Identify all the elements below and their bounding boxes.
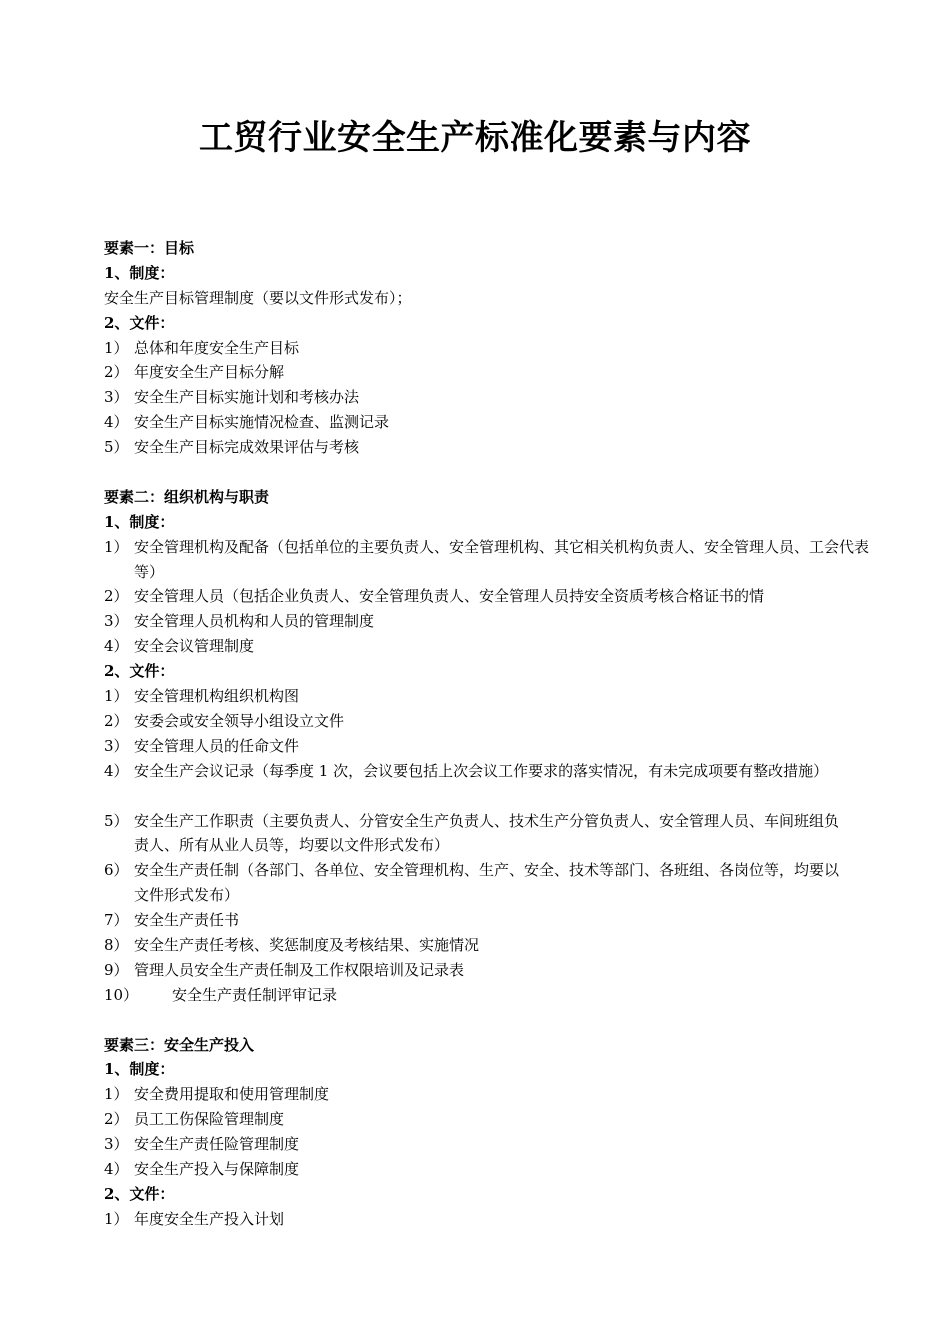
item-number: 9） [104, 960, 129, 979]
section-heading: 要素二：组织机构与职责 [104, 487, 270, 506]
item-number: 4） [104, 413, 129, 432]
item-text: 员工工伤保险管理制度 [134, 1110, 285, 1129]
item-text: 安全生产目标实施计划和考核办法 [134, 388, 360, 407]
item-text: 安全生产投入与保障制度 [134, 1160, 300, 1179]
item-number: 5） [104, 438, 129, 457]
list-item [104, 983, 874, 1008]
item-text: 安全管理人员的任命文件 [134, 736, 300, 755]
item-number: 2） [104, 363, 129, 382]
item-text: 安全会议管理制度 [134, 637, 255, 656]
subheading-rules: 1、制度： [104, 263, 175, 282]
item-text: 安全生产责任考核、奖惩制度及考核结果、实施情况 [134, 936, 480, 954]
list-item [104, 709, 874, 734]
item-number: 7） [104, 911, 129, 930]
list-item [104, 734, 874, 759]
item-number: 1） [104, 1209, 129, 1228]
list-item [104, 684, 874, 709]
list-item [104, 858, 874, 908]
item-text: 年度安全生产目标分解 [134, 363, 285, 382]
item-number: 10） [104, 985, 139, 1004]
item-text: 安全生产目标实施情况检查、监测记录 [134, 413, 390, 432]
list-item [104, 535, 874, 585]
list-item [104, 759, 874, 809]
item-text: 总体和年度安全生产目标 [134, 338, 300, 357]
section-spacer [104, 460, 874, 485]
subheading-files: 2、文件： [104, 1184, 175, 1203]
item-number: 1） [104, 338, 129, 357]
item-number: 4） [104, 761, 129, 780]
item-number: 6） [104, 861, 129, 880]
list-item [104, 634, 874, 659]
item-number: 2） [104, 1110, 129, 1129]
list-item [104, 1157, 874, 1182]
item-number: 3） [104, 388, 129, 407]
item-number: 4） [104, 637, 129, 656]
item-number: 2） [104, 587, 129, 606]
list-item [104, 1082, 874, 1107]
item-text: 安全费用提取和使用管理制度 [134, 1085, 330, 1104]
list-item [104, 609, 874, 634]
subheading-files: 2、文件： [104, 662, 175, 681]
item-text: 安全管理机构及配备（包括单位的主要负责人、安全管理机构、其它相关机构负责人、安全管理人员、工会代表等） [134, 537, 870, 581]
subheading-rules: 1、制度： [104, 512, 175, 531]
item-number: 1） [104, 537, 129, 556]
item-text: 安全管理人员机构和人员的管理制度 [134, 612, 375, 631]
item-text: 安全管理人员（包括企业负责人、安全管理负责人、安全管理人员持安全资质考核合格证书的情 [134, 587, 765, 606]
section-spacer [104, 1008, 874, 1033]
list-item [104, 1107, 874, 1132]
list-item [104, 1132, 874, 1157]
item-text: 安全生产责任书 [134, 911, 240, 930]
item-number: 2） [104, 711, 129, 730]
item-text: 安全生产工作职责（主要负责人、分管安全生产负责人、技术生产分管负责人、安全管理人员、车间班组负责人、所有从业人员等，均要以文件形式发布） [134, 811, 840, 855]
item-text: 安全生产责任制（各部门、各单位、安全管理机构、生产、安全、技术等部门、各班组、各岗位等，均要以文件形式发布） [134, 861, 840, 905]
list-item [104, 435, 874, 460]
item-text: 安全生产目标完成效果评估与考核 [134, 438, 360, 457]
list-item [104, 933, 874, 958]
item-number: 8） [104, 936, 129, 954]
subheading-rules: 1、制度： [104, 1060, 175, 1079]
item-text: 安全生产会议记录（每季度 1 次，会议要包括上次会议工作要求的落实情况，有未完成项要有整改措施） [134, 761, 829, 780]
item-number: 3） [104, 1135, 129, 1154]
item-number: 3） [104, 612, 129, 631]
rule-text: 安全生产目标管理制度（要以文件形式发布）； [104, 288, 412, 307]
list-item [104, 410, 874, 435]
item-text: 安全生产责任险管理制度 [134, 1135, 300, 1154]
item-number: 5） [104, 811, 129, 830]
list-item [104, 908, 874, 933]
list-item [104, 385, 874, 410]
section-heading: 要素一：目标 [104, 239, 195, 257]
subheading-files: 2、文件： [104, 313, 175, 332]
item-text: 管理人员安全生产责任制及工作权限培训及记录表 [134, 960, 465, 979]
item-number: 1） [104, 687, 129, 706]
item-text: 安委会或安全领导小组设立文件 [134, 711, 345, 730]
list-item [104, 584, 874, 609]
document-body [104, 236, 874, 1232]
list-item [104, 809, 874, 859]
section-heading: 要素三：安全生产投入 [104, 1035, 255, 1054]
list-item [104, 958, 874, 983]
list-item [104, 360, 874, 385]
item-number: 4） [104, 1160, 129, 1179]
item-text: 年度安全生产投入计划 [134, 1209, 285, 1228]
list-item [104, 336, 874, 361]
item-number: 3） [104, 736, 129, 755]
list-item [104, 1207, 874, 1232]
item-text: 安全生产责任制评审记录 [172, 985, 338, 1004]
document-title: 工贸行业安全生产标准化要素与内容 [199, 118, 751, 158]
item-text: 安全管理机构组织机构图 [134, 687, 300, 706]
item-number: 1） [104, 1085, 129, 1104]
